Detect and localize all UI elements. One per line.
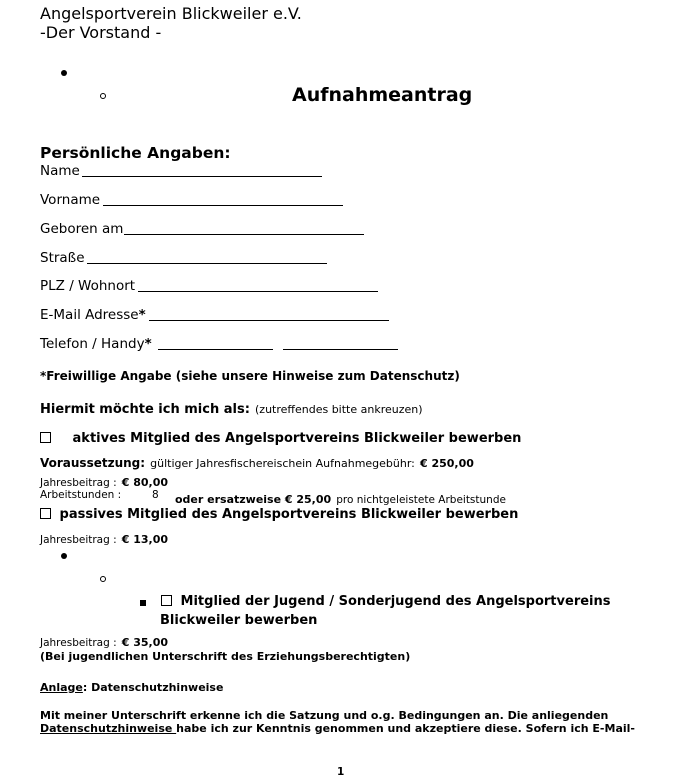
privacy-link[interactable]: Datenschutzhinweise: [40, 722, 177, 735]
page-number: 1: [337, 766, 345, 778]
geboren-field[interactable]: [124, 234, 364, 235]
name-label: Name: [40, 163, 80, 179]
passive-option: passives Mitglied des Angelsportvereins Blickweiler bewerben: [40, 507, 518, 522]
consent-line1: Mit meiner Unterschrift erkenne ich die Satzung und o.g. Bedingungen an. Die anliegenden: [40, 709, 609, 722]
bullet-circle: [100, 93, 106, 99]
bullet-circle: [100, 576, 106, 582]
vorname-label: Vorname: [40, 192, 101, 208]
email-field[interactable]: [149, 320, 389, 321]
active-option: aktives Mitglied des Angelsportvereins Blickweiler bewerben: [40, 431, 521, 446]
consent-line2: Datenschutzhinweise habe ich zur Kenntnis genommen und akzeptiere diese. Sofern ich E-Mail-: [40, 722, 635, 735]
plz-label: PLZ / Wohnort: [40, 278, 136, 294]
bullet-square: [140, 600, 146, 606]
youth-checkbox[interactable]: [161, 595, 172, 606]
youth-annual: Jahresbeitrag : € 35,00: [40, 636, 169, 649]
active-alternative: oder ersatzweise € 25,00 pro nichtgeleistete Arbeitstunde: [175, 493, 506, 506]
active-annual: Jahresbeitrag : € 80,00: [40, 476, 169, 489]
voluntary-note: *Freiwillige Angabe (siehe unsere Hinweise zum Datenschutz): [40, 369, 460, 383]
board-line: -Der Vorstand -: [40, 23, 162, 42]
vorname-field[interactable]: [103, 205, 343, 206]
strasse-label: Straße: [40, 250, 85, 266]
telefon-field[interactable]: [158, 349, 273, 350]
plz-field[interactable]: [138, 291, 378, 292]
youth-note: (Bei jugendlichen Unterschrift des Erziehungsberechtigten): [40, 650, 411, 663]
personal-heading: Persönliche Angaben:: [40, 144, 231, 162]
attachment-line: Anlage: Datenschutzhinweise: [40, 681, 224, 694]
name-field[interactable]: [82, 176, 322, 177]
club-name: Angelsportverein Blickweiler e.V.: [40, 4, 302, 23]
apply-line: Hiermit möchte ich mich als: (zutreffendes bitte ankreuzen): [40, 402, 423, 417]
bullet-disc: [61, 553, 67, 559]
geboren-label: Geboren am: [40, 221, 124, 237]
active-prereq: Voraussetzung: gültiger Jahresfischereischein Aufnahmegebühr: € 250,00: [40, 456, 474, 470]
passive-checkbox[interactable]: [40, 508, 51, 519]
strasse-field[interactable]: [87, 263, 327, 264]
youth-option-line2: Blickweiler bewerben: [160, 613, 318, 628]
bullet-disc: [61, 70, 67, 76]
youth-option: Mitglied der Jugend / Sonderjugend des Angelsportvereins: [161, 594, 611, 609]
active-checkbox[interactable]: [40, 432, 51, 443]
passive-annual: Jahresbeitrag : € 13,00: [40, 533, 169, 546]
active-hours-value: 8: [152, 489, 159, 501]
active-hours-label: Arbeitstunden :: [40, 489, 122, 501]
telefon-label: Telefon / Handy*: [40, 336, 152, 352]
handy-field[interactable]: [283, 349, 398, 350]
email-label: E-Mail Adresse*: [40, 307, 146, 323]
page-title: Aufnahmeantrag: [292, 84, 473, 106]
